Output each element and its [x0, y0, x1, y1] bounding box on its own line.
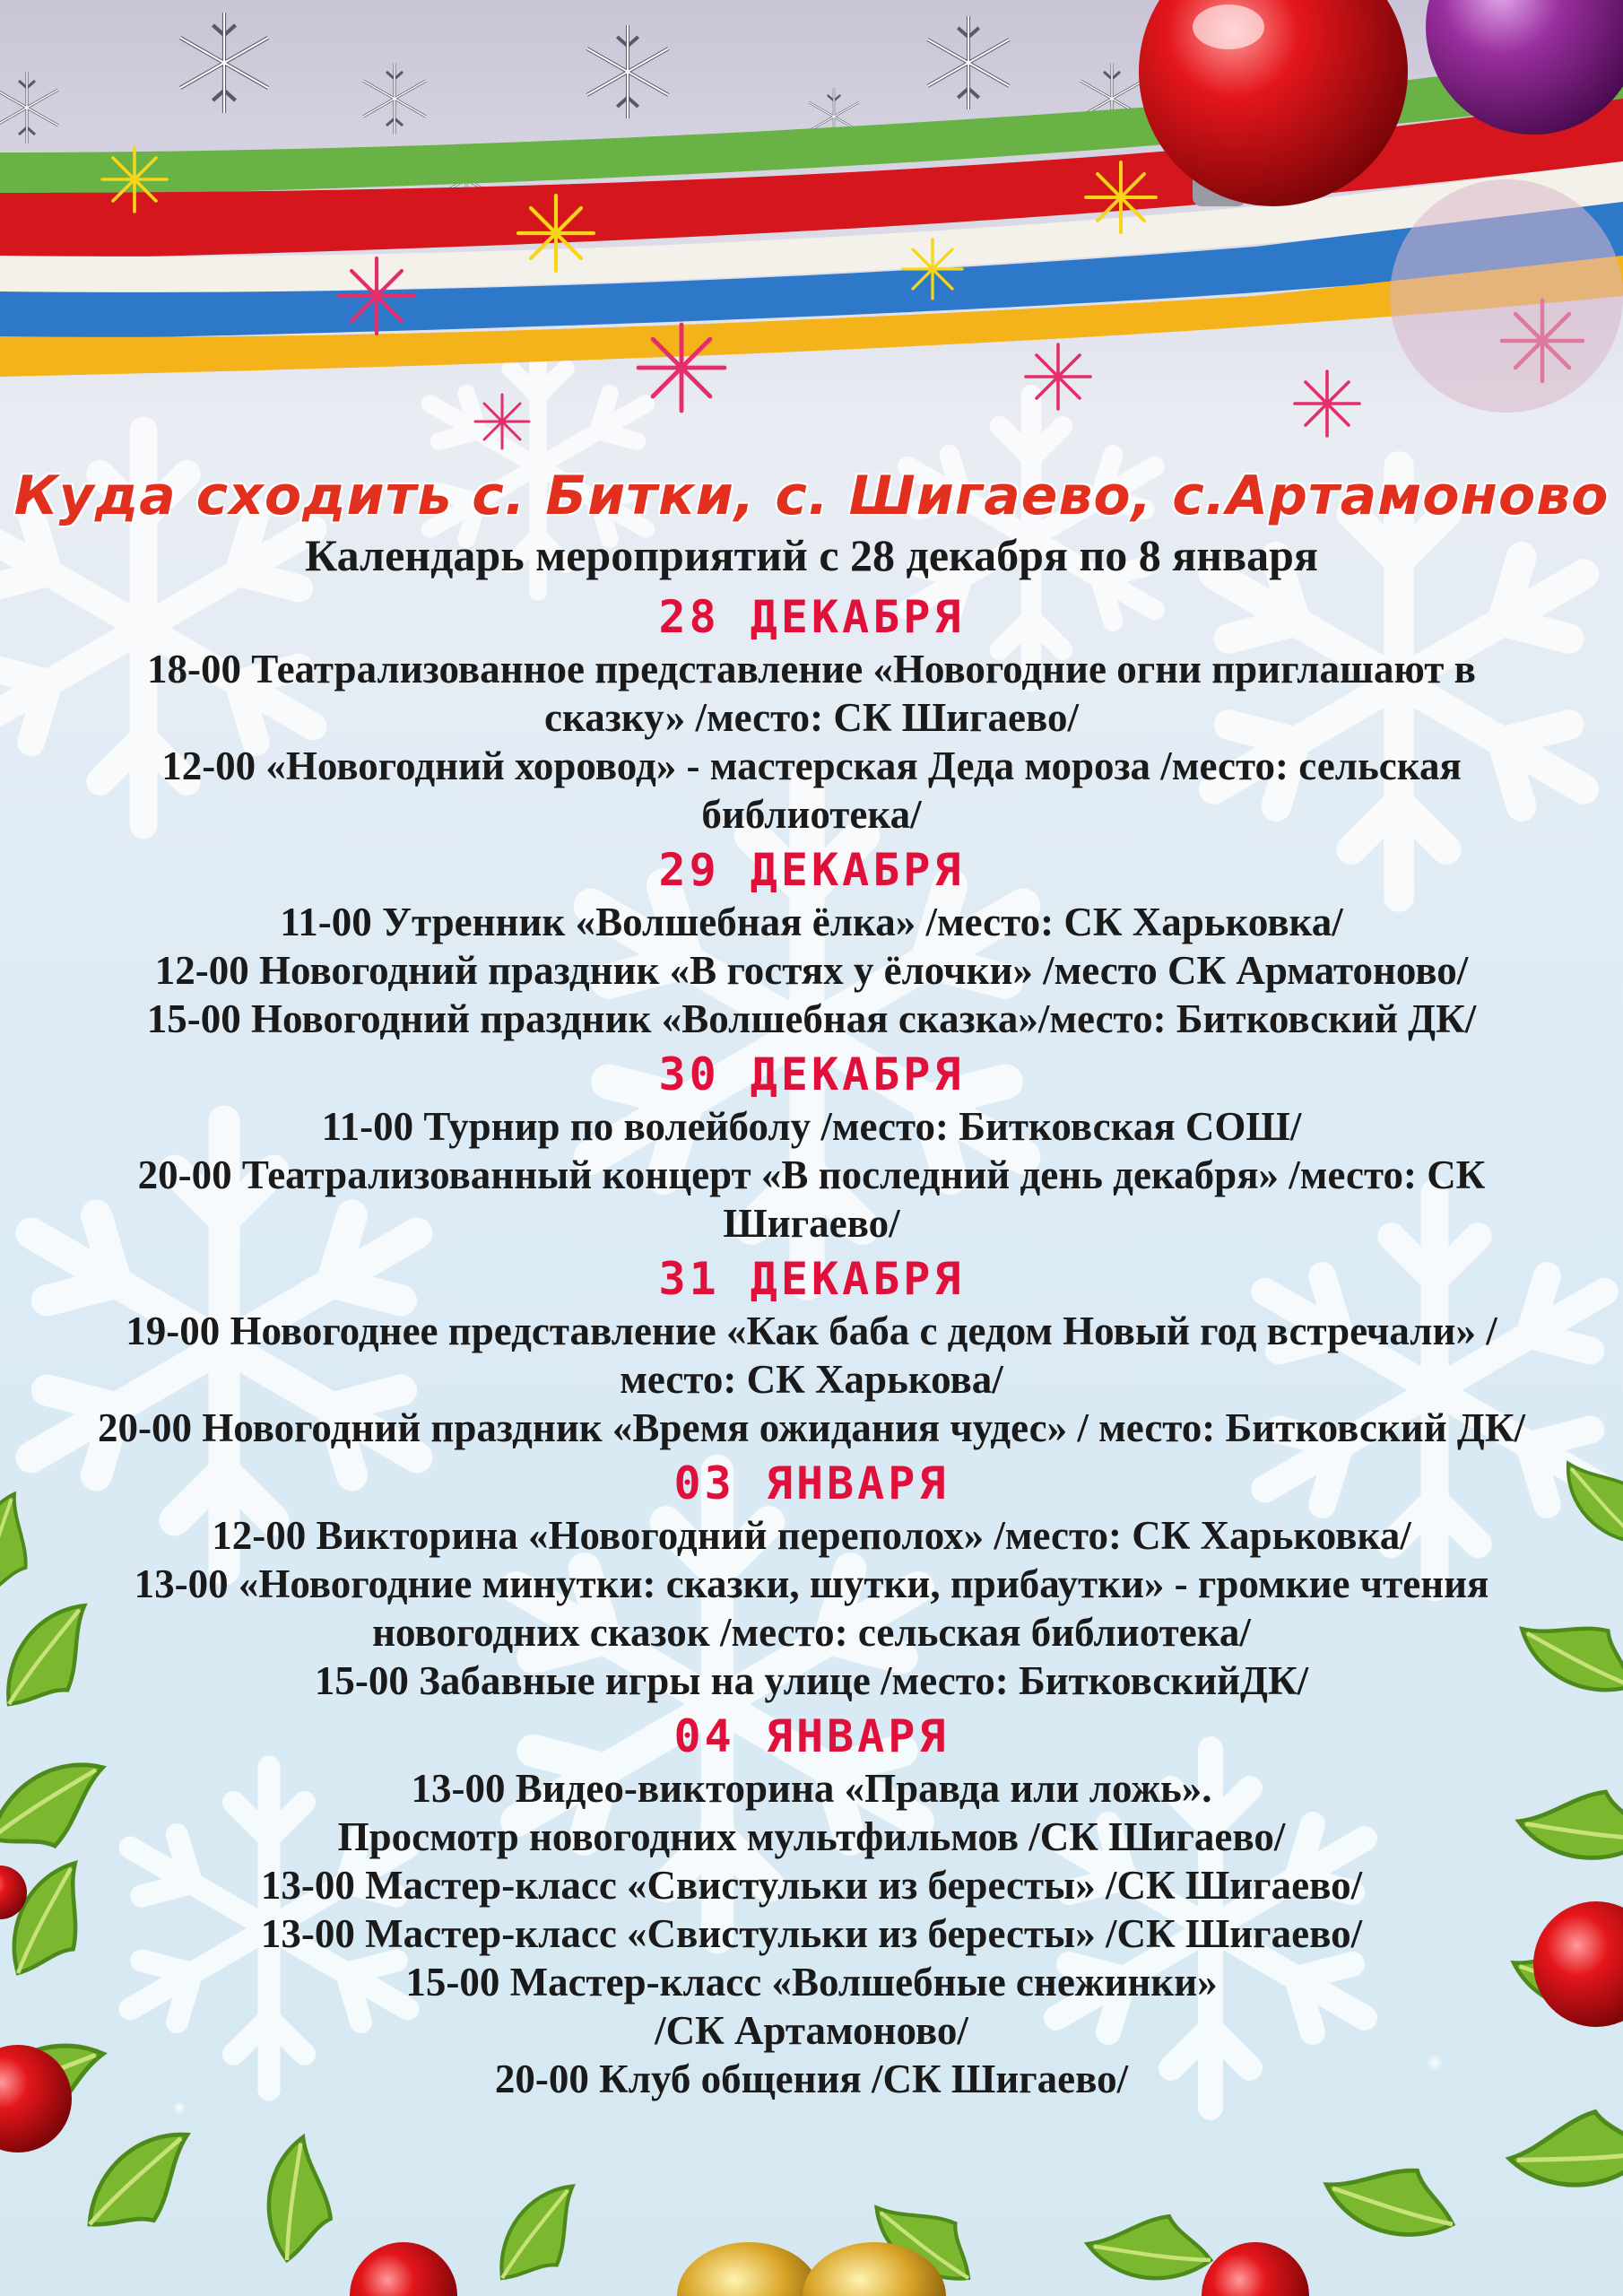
event-item: 20-00 Театрализованный концерт «В последний день декабря» /место: СК Шигаево/ — [137, 1152, 1486, 1246]
day-heading: 04 ЯНВАРЯ — [673, 1710, 950, 1762]
day-heading: 30 ДЕКАБРЯ — [658, 1048, 965, 1100]
event-item: 15-00 Новогодний праздник «Волшебная сказка»/место: Битковский ДК/ — [146, 996, 1477, 1041]
event-item: 12-00 Новогодний праздник «В гостях у ёлочки» /место СК Арматоново/ — [154, 948, 1469, 993]
event-item: 15-00 Забавные игры на улице /место: БитковскийДК/ — [314, 1658, 1309, 1703]
poster-title: Куда сходить с. Битки, с. Шигаево, с.Артамоново — [13, 465, 1610, 527]
event-item: 15-00 Мастер-класс «Волшебные снежинки» — [405, 1960, 1218, 2005]
day-section-jan-04 — [0, 1709, 1623, 2103]
day-heading: 03 ЯНВАРЯ — [673, 1457, 950, 1509]
day-section-dec-31 — [0, 1251, 1623, 1452]
day-heading: 29 ДЕКАБРЯ — [658, 844, 965, 896]
day-section-jan-03 — [0, 1456, 1623, 1705]
event-item: 18-00 Театрализованное представление «Новогодние огни приглашают в сказку» /место: СК Шигаево/ — [147, 647, 1476, 740]
event-item: 13-00 Видео-викторина «Правда или ложь». — [411, 1766, 1212, 1811]
event-item: 12-00 «Новогодний хоровод» - мастерская Деда мороза /место: сельская библиотека/ — [161, 744, 1462, 837]
event-item: 20-00 Новогодний праздник «Время ожидания чудес» / место: Битковский ДК/ — [97, 1405, 1525, 1450]
day-heading: 28 ДЕКАБРЯ — [658, 591, 965, 643]
day-heading: 31 ДЕКАБРЯ — [658, 1253, 965, 1305]
event-item: 11-00 Турнир по волейболу /место: Битковская СОШ/ — [321, 1104, 1302, 1149]
event-item: 13-00 Мастер-класс «Свистульки из бересты» /СК Шигаево/ — [260, 1911, 1363, 1956]
event-item: 13-00 Мастер-класс «Свистульки из бересты» /СК Шигаево/ — [260, 1863, 1363, 1908]
event-item: 11-00 Утренник «Волшебная ёлка» /место: СК Харьковка/ — [280, 900, 1343, 944]
event-item: 12-00 Викторина «Новогодний переполох» /место: СК Харьковка/ — [212, 1513, 1411, 1558]
event-item: 13-00 «Новогодние минутки: сказки, шутки, прибаутки» - громкие чтения новогодних сказок /место: сельская библиотека/ — [134, 1561, 1489, 1655]
event-item: /СК Артамоново/ — [655, 2008, 968, 2053]
event-item: 19-00 Новогоднее представление «Как баба с дедом Новый год встречали» /место: СК Харькова/ — [126, 1309, 1497, 1402]
day-section-dec-29 — [0, 842, 1623, 1043]
event-calendar — [0, 453, 1623, 2103]
calendar-subtitle: Календарь мероприятий с 28 декабря по 8 января — [305, 530, 1318, 580]
event-item: Просмотр новогодних мультфильмов /СК Шигаево/ — [337, 1814, 1286, 1859]
day-section-dec-28 — [0, 589, 1623, 839]
event-item: 20-00 Клуб общения /СК Шигаево/ — [494, 2057, 1129, 2101]
day-section-dec-30 — [0, 1047, 1623, 1248]
